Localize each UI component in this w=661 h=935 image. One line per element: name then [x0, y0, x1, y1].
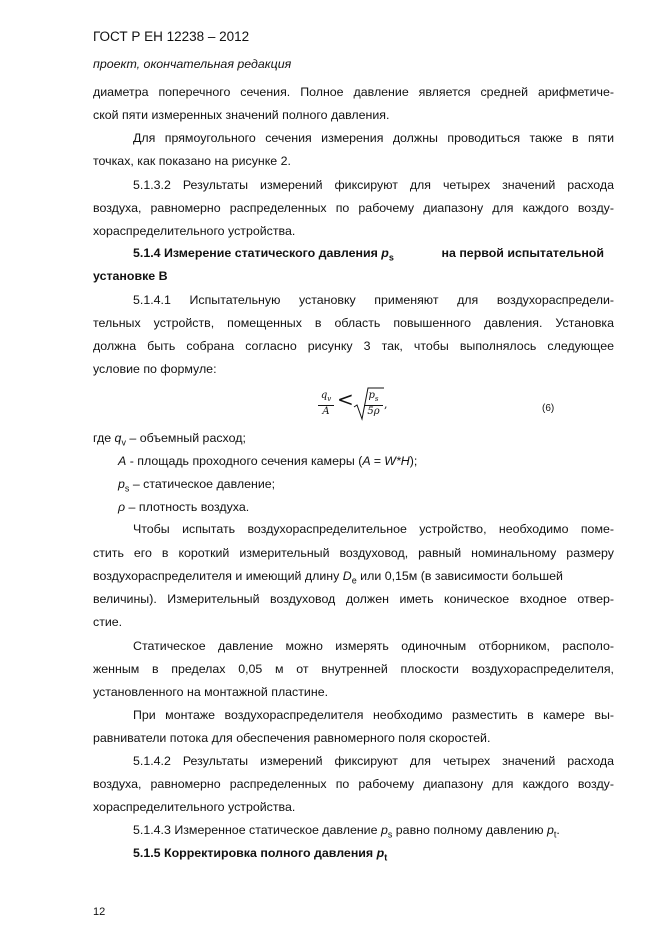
body-line: условие по формуле:: [93, 362, 217, 376]
page-number: 12: [93, 906, 106, 918]
text: .: [556, 823, 560, 837]
heading-text: 5.1.4 Измерение статического давления: [133, 246, 378, 260]
edition-note: проект, окончательная редакция: [93, 57, 292, 71]
body-line: точках, как показано на рисунке 2.: [93, 154, 291, 168]
body-line: установленного на монтажной пластине.: [93, 685, 329, 699]
text: воздухораспределителя и имеющий длину: [93, 569, 343, 583]
rhs-num-sub: s: [374, 395, 379, 403]
symbol-p: p: [381, 246, 389, 260]
body-line: женным в пределах 0,05 м от внутренней плоскости воздухораспределителя,: [93, 662, 614, 676]
section-heading-5-1-5: [133, 845, 387, 865]
where-line: [118, 499, 249, 515]
body-line: 5.1.4.2 Результаты измерений фиксируют для четырех значений расхода: [133, 754, 614, 768]
body-line: Чтобы испытать воздухораспределительное устройство, необходимо поме-: [133, 522, 614, 536]
text: – объемный расход;: [125, 431, 246, 445]
text: где: [93, 431, 115, 445]
body-line: [93, 568, 614, 588]
body-line: ской пяти измеренных значений полного давления.: [93, 108, 390, 122]
symbol-rho: ρ: [118, 500, 126, 514]
body-line: стить его в короткий измерительный воздуховод, равный номинальному размеру: [93, 546, 614, 560]
body-line: величины). Измерительный воздуховод должен иметь коническое входное отвер-: [93, 592, 614, 606]
body-line: Статическое давление можно измерять одиночным отборником, располо-: [133, 639, 614, 653]
symbol-sub: e: [351, 575, 357, 586]
symbol-q: q: [114, 431, 122, 445]
symbol-p: p: [118, 477, 125, 491]
text: - площадь проходного сечения камеры (: [126, 454, 363, 468]
body-line: стие.: [93, 615, 123, 629]
section-heading-cont: установке В: [93, 269, 168, 283]
formula-number: (6): [542, 403, 555, 414]
symbol-D: D: [342, 569, 352, 583]
text: – статическое давление;: [129, 477, 276, 491]
lhs-den: A: [322, 406, 330, 417]
body-line: хораспределительного устройства.: [93, 224, 296, 238]
symbol-p: p: [546, 823, 554, 837]
heading-text: на первой испытательной: [441, 246, 604, 260]
text: – плотность воздуха.: [125, 500, 250, 514]
body-line: тельных устройств, помещенных в область повышенного давления. Установка: [93, 316, 614, 330]
text: 5.1.4.3 Измеренное статическое давление: [133, 823, 381, 837]
body-line: 5.1.4.1 Испытательную установку применяют для воздухораспредели-: [133, 293, 614, 307]
body-line: воздуха, равномерно распределенных по рабочему диапазону для каждого возду-: [93, 201, 614, 215]
heading-text: 5.1.5 Корректировка полного давления: [133, 846, 377, 860]
text: );: [409, 454, 418, 468]
standard-code: ГОСТ Р ЕН 12238 – 2012: [93, 29, 250, 44]
formula-comma: ,: [384, 398, 388, 411]
rhs-den: 5ρ: [367, 406, 380, 417]
body-line: воздуха, равномерно распределенных по рабочему диапазону для каждого возду-: [93, 777, 614, 791]
relation: <: [337, 387, 354, 411]
equation: A = W*H: [362, 454, 410, 468]
symbol-sub: t: [384, 852, 388, 863]
where-line: [118, 476, 275, 496]
symbol-p: p: [376, 846, 385, 860]
fraction-lhs: [318, 390, 334, 417]
body-line: Для прямоугольного сечения измерения должны проводиться также в пяти: [133, 131, 614, 145]
fraction-rhs: [364, 390, 383, 417]
symbol-sub: v: [121, 437, 126, 448]
section-heading-5-1-4: [133, 245, 604, 265]
symbol-A: A: [118, 454, 127, 468]
where-line: [93, 430, 246, 450]
text: равно полному давлению: [392, 823, 547, 837]
symbol-sub: t: [553, 829, 557, 840]
body-line: должна быть собрана согласно рисунку 3 так, чтобы выполнялось следующее: [93, 339, 614, 353]
formula-6: [318, 386, 558, 424]
lhs-num: q: [320, 390, 328, 401]
body-line: равниватели потока для обеспечения равномерного поля скоростей.: [93, 731, 491, 745]
body-line: [133, 822, 560, 842]
body-line: хораспределительного устройства.: [93, 800, 296, 814]
symbol-sub: s: [387, 829, 393, 840]
symbol-p: p: [380, 823, 388, 837]
text: или 0,15м (в зависимости большей: [356, 569, 563, 583]
symbol-sub: s: [124, 483, 130, 494]
body-line: диаметра поперечного сечения. Полное давление является средней арифметиче-: [93, 85, 614, 99]
where-line: [118, 453, 417, 469]
rhs-num: p: [368, 390, 375, 401]
lhs-num-sub: v: [327, 395, 332, 403]
body-line: 5.1.3.2 Результаты измерений фиксируют для четырех значений расхода: [133, 178, 614, 192]
body-line: При монтаже воздухораспределителя необходимо разместить в камере вы-: [133, 708, 614, 722]
symbol-sub: s: [388, 252, 394, 263]
